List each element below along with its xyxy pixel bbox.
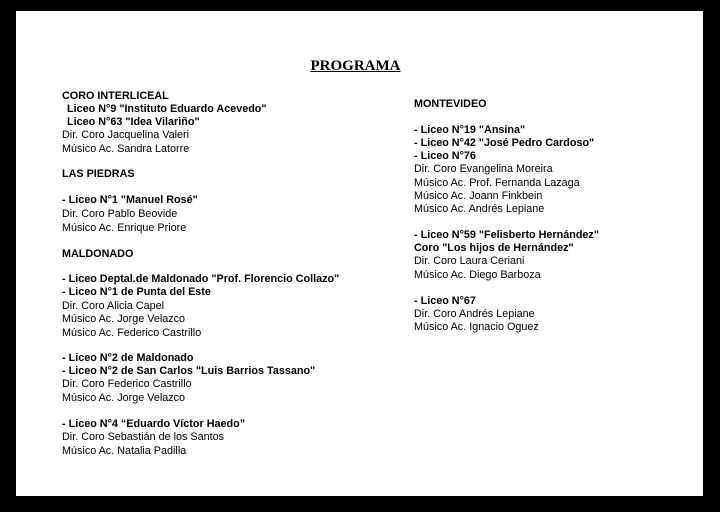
- staff-line: Dir. Coro Laura Ceriani: [414, 255, 525, 267]
- staff-line: Dir. Coro Sebastián de los Santos: [62, 431, 225, 443]
- school-line: - Liceo N°19 "Ansina": [414, 124, 526, 136]
- school-line: - Liceo N°2 de Maldonado: [62, 352, 194, 364]
- section-heading-coro-interliceal: CORO INTERLICEAL: [62, 90, 169, 102]
- section-heading-maldonado: MALDONADO: [62, 248, 134, 260]
- staff-line: Músico Ac. Andrés Lepiane: [414, 203, 545, 215]
- staff-line: Músico Ac. Diego Barboza: [414, 269, 541, 281]
- staff-line: Dir. Coro Jacquelina Valeri: [62, 129, 190, 141]
- school-line: - Liceo N°42 "José Pedro Cardoso": [414, 137, 595, 149]
- school-line: - Liceo N°67: [414, 295, 476, 307]
- school-line: - Liceo Deptal.de Maldonado "Prof. Florencio Collazo": [62, 273, 340, 285]
- staff-line: Músico Ac. Ignacio Oguez: [414, 321, 539, 333]
- school-line: Liceo N°9 "Instituto Eduardo Acevedo": [67, 103, 267, 115]
- school-line: - Liceo N°1 de Punta del Este: [62, 286, 211, 298]
- staff-line: Dir. Coro Andrés Lepiane: [414, 308, 535, 320]
- page-title: PROGRAMA: [310, 58, 401, 74]
- school-line: Coro "Los hijos de Hernández": [414, 242, 574, 254]
- staff-line: Músico Ac. Federico Castrillo: [62, 327, 202, 339]
- document-page: [16, 11, 703, 496]
- staff-line: Dir. Coro Pablo Beovide: [62, 208, 178, 220]
- school-line: - Liceo N°2 de San Carlos "Luis Barrios Tassano": [62, 365, 316, 377]
- section-heading-las-piedras: LAS PIEDRAS: [62, 168, 135, 180]
- staff-line: Músico Ac. Joann Finkbein: [414, 190, 543, 202]
- staff-line: Dir. Coro Alicia Capel: [62, 300, 165, 312]
- section-heading-montevideo: MONTEVIDEO: [414, 98, 487, 110]
- staff-line: Músico Ac. Enrique Priore: [62, 222, 187, 234]
- staff-line: Músico Ac. Prof. Fernanda Lazaga: [414, 177, 580, 189]
- school-line: - Liceo N°4 “Eduardo Víctor Haedo”: [62, 418, 246, 430]
- staff-line: Músico Ac. Jorge Velazco: [62, 392, 186, 404]
- school-line: Liceo N°63 "Idea Vilariño": [67, 116, 200, 128]
- staff-line: Músico Ac. Jorge Velazco: [62, 313, 186, 325]
- staff-line: Músico Ac. Sandra Latorre: [62, 143, 190, 155]
- school-line: - Liceo N°59 "Felisberto Hernández": [414, 229, 599, 241]
- staff-line: Dir. Coro Federico Castrillo: [62, 378, 192, 390]
- school-line: - Liceo N°76: [414, 150, 476, 162]
- staff-line: Músico Ac. Natalia Padilla: [62, 445, 187, 457]
- school-line: - Liceo N°1 "Manuel Rosé": [62, 194, 198, 206]
- staff-line: Dir. Coro Evangelina Moreira: [414, 163, 553, 175]
